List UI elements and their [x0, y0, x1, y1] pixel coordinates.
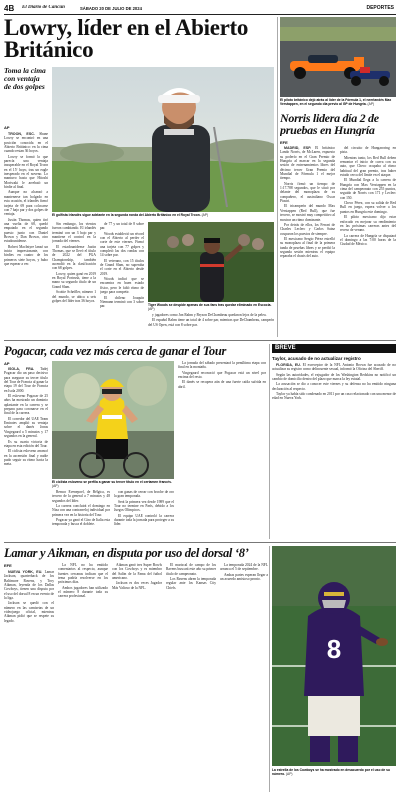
paragraph: Tadej Pogacar dio un paso decisivo para asegurar su tercer título del Tour de Francia al ganar la etapa 19 del Tour de Francia en Isola 2000.: [4, 367, 48, 393]
paragraph: Remco Evenepoel, de Bélgica, es tercero de la general a 7 minutos y 48 segundos del líder.: [52, 490, 110, 503]
paragraph: La acusación se dio a conocer este viernes y su defensa no ha emitido ninguna declaración al respecto.: [272, 382, 396, 391]
paragraph: Jackson se quedó con el número en las camisetas de un videojuego oficial, mientras Aikman pidió que se respete su legado.: [4, 601, 54, 623]
section-divider: [4, 542, 396, 543]
pogacar-photo: [52, 361, 174, 479]
paragraph: Scottie Scheffler, número 1 del mundo, se ubica a seis golpes del líder tras 36 hoyos.: [52, 290, 96, 303]
story4-column-2: [58, 563, 108, 792]
paragraph: Robert MacIntyre lanzó un inicio impresionante, con birdies en cuatro de los primeros siete hoyos, y hubo que esperar a ver.: [4, 244, 48, 266]
paragraph: Norris firmó un tiempo de 1:17.788 segundos, que le situó por delante del monoplaza de su compañero, el australiano Oscar Piastri.: [280, 181, 335, 204]
paragraph: Aunque no alcanzó a mantenerse tan holgado en esta ocasión, el irlandés firmó tarjeta de 69 para colocarse con 7 bajo par y dos golpes de ventaja.: [4, 190, 48, 217]
brief-dateline: FLORIDA, EU.: [276, 363, 301, 367]
paragraph: Woods estableció un récord con el Abierto al perder el corte de este viernes. Firmó una tarjeta con 77 golpes y completó las dos rondas con 14 sobre par.: [100, 231, 144, 258]
story3-column-3: [114, 490, 174, 537]
paragraph: El estadounidense Justin Thomas, que se llevó el título de 2022 del PGA Championship, también ascendió en la clasificación con 68 golpes.: [52, 244, 96, 271]
paragraph: Será la primera vez desde 1989 que el Tour no termine en París, debido a los Juegos Olímpicos.: [114, 499, 174, 513]
lamar-photo-caption: La estrella de los Cowboys se ha mostrado en desacuerdo por el uso de su número. (AP): [272, 768, 390, 776]
paragraph: Según las autoridades, el exjugador de los Washington Redskins no notificó un cambio de domicilio dentro del plazo que marca la ley estatal.: [272, 372, 396, 382]
paragraph: El piloto mexicano dijo estar enfocado en mejorar su rendimiento en las próximas carreras antes del receso de verano.: [340, 215, 396, 233]
paragraph: El chileno Joaquín Niemann terminó con 3 sobre par.: [100, 295, 144, 309]
story1-column-2: [52, 222, 96, 337]
paragraph: Woods indicó que se encuentra en buen estado físico, pero le faltó ritmo de juego para competir.: [100, 277, 144, 295]
paragraph: Mientras tanto, los Red Bull deben remontar el inicio de curva con su auto, que Checo ocupaba al ritmo habitual del gran premio, tras haber estado cerca del límite en el ataque.: [340, 155, 396, 178]
story4-byline: EFE: [4, 563, 12, 568]
woods-photo: [148, 222, 274, 302]
issue-date: SÁBADO 20 DE JULIO DE 2024: [80, 5, 142, 11]
paragraph: El equipo UAE controló la carrera durante toda la jornada para proteger a su líder.: [114, 513, 174, 527]
paragraph: Pogacar ya ganó el Giro de Italia esta temporada y busca el doblete.: [52, 518, 110, 527]
column-divider: [269, 546, 270, 792]
woods-photo-caption: Tiger Woods se despide apenas de sus fans tras quedar eliminado en Escocia. (AP): [148, 303, 272, 311]
norris-photo-caption: El piloto británico dejó atrás al líder de la Fórmula 1, el neerlandés Max Verstappen, en el segundo día previo al GP de Hungría. (AP): [280, 98, 392, 106]
paragraph: Checo Pérez, con su salida de Red Bull en juego, espera volver a los puntos en Hungría este domingo.: [340, 201, 396, 214]
svg-text:8: 8: [326, 634, 342, 664]
section-divider: [4, 340, 396, 341]
paragraph: El mexicano Sergio Pérez estrelló su monoplaza al final de la primera tanda de pruebas libres y se perdió la segunda sesión mientras el equipo reparaba el chasis del auto.: [280, 236, 335, 259]
story2-byline: EFE: [280, 140, 288, 145]
story4-dateline: NUEVA YORK, EU.: [8, 570, 43, 574]
story3-byline: AP: [4, 361, 10, 366]
paragraph: El ciclista esloveno arrancó en la ascensión final y nadie pudo seguir su ritmo hacia la meta.: [4, 449, 48, 467]
story1-headline: Lowry, líder en el Abierto Británico: [4, 17, 249, 61]
paragraph: y jugadores como Jon Rahm y Bryson DeChambeau quedaron lejos de la pelea.: [152, 313, 267, 317]
paragraph: La jornada del sábado presentará la penúltima etapa con final en la montaña.: [178, 361, 266, 370]
paragraph: El español Rahm tiene un total de 4 sobre par, mientras que DeChambeau, campeón del US Open, está con 8 sobre par.: [148, 318, 274, 327]
story3-headline: Pogacar, cada vez más cerca de ganar el Tour: [4, 344, 227, 358]
paragraph: El danés se recupera aún de una fuerte caída sufrida en abril.: [178, 380, 266, 389]
paragraph: Taylor ya había sido condenado en 2011 por un caso relacionado con una menor de edad en Nueva York.: [272, 392, 396, 401]
story4-column-4: [166, 563, 216, 792]
paragraph: Vingegaard reconoció que Pogacar está un nivel por encima del resto.: [178, 370, 266, 380]
story1-deck: Toma la cima con ventaja de dos golpes: [4, 67, 46, 91]
story1-column-3: [100, 222, 144, 337]
story4-headline: Lamar y Aikman, en disputa por uso del dorsal ‘8’: [4, 546, 249, 560]
brief-headline: Taylor, acusado de no actualizar registro: [272, 356, 361, 361]
paragraph: La NFL no ha emitido comentarios al respecto, aunque fuentes cercanas indican que el tema podría resolverse en los próximos días.: [58, 563, 108, 585]
paragraph: La temporada 2024 de la NFL arranca el 5 de septiembre.: [220, 563, 268, 572]
story3-column-1: [4, 367, 48, 537]
paragraph: con ganas de cerrar con broche de oro la gran temporada.: [114, 490, 174, 499]
story3-column-4: [178, 361, 266, 537]
paragraph: Lowry se formó lo que parecía una ventaja insuperable en el Royal Troon en el 15º hoyo, tras un eagle inesperado en el noveno. Lo mantuvo hasta que Hitoshi Moriwaki le arrebató un birdie al final.: [4, 154, 48, 190]
story4-column-1: [4, 570, 54, 792]
section-name: DEPORTES: [366, 5, 394, 11]
brief-label: BREVE: [272, 344, 396, 353]
paragraph: Lamar Jackson, quarterback de los Baltimore Ravens, y Troy Aikman, leyenda de los Dallas Cowboys, tienen una disputa por el uso del dorsal 8 en un evento de la liga.: [4, 570, 54, 601]
paragraph: El tricampeón del mundo Max Verstappen (Red Bull), que fue tercero, se mostró muy competitivo al mostrar un ritmo dominante.: [280, 204, 335, 222]
paragraph: Ambas partes esperan llegar a un acuerdo amistoso pronto.: [220, 572, 268, 582]
lowry-photo: [52, 67, 274, 212]
paragraph: Sin embargo, los vientos fueron cambiando. El irlandés terminó con un 3 bajo par y mantiene el control en la jornada del viernes.: [52, 222, 96, 244]
story1-byline: AP: [4, 125, 10, 130]
story2-column-2: [340, 146, 396, 336]
lowry-photo-caption: El golfista irlandés sigue adelante en la segunda ronda del Abierto Británico en el Royal Troon. (AP): [52, 213, 209, 217]
paragraph: El exreceptor de la NFL Antonio Brown fue acusado de no actualizar su registro como delincuente sexual, informó la Oficina del Sheriff.: [272, 363, 396, 372]
story1-column-4: [148, 313, 274, 337]
story2-column-1: [280, 146, 335, 336]
paragraph: El mariscal de campo de los Ravens buscará este año su primer título de campeonato.: [166, 563, 216, 576]
paragraph: El Mundial llega a la carrera de Hungría con Max Verstappen en la cima del campeonato con 255 puntos, seguido de Norris con 171 y Leclerc con 150.: [340, 178, 396, 200]
masthead-rule: [4, 14, 396, 15]
norris-photo: [280, 17, 396, 97]
story2-dateline: MADRID, ESP.: [284, 146, 312, 150]
paragraph: Aikman ganó tres Super Bowls con los Cowboys y es miembro del Salón de la Fama del futbol americano.: [112, 563, 162, 581]
paragraph: El esloveno Pogacar de 25 años ha mostrado un dominio aplastante en la carrera y se prepara para coronarse en el final de la carrera.: [4, 394, 48, 416]
story2-headline: Norris lidera día 2 de pruebas en Hungría: [280, 112, 379, 136]
story3-column-2: [52, 490, 110, 537]
paragraph: de 77 y un total de 8 sobre par.: [100, 222, 144, 231]
paragraph: Jackson es dos veces Jugador Más Valioso de la NFL.: [112, 581, 162, 590]
story3-dateline: ISOLA, FRA.: [8, 367, 35, 371]
paragraph: del circuito de Hungaroring en pista.: [340, 146, 396, 155]
column-divider: [277, 17, 278, 337]
brief-body: [272, 363, 396, 539]
paragraph: El corredor del UAE Team Emirates amplió su ventaja sobre el danés Jonas Vingegaard a 5 minutos y 17 segundos en la general.: [4, 416, 48, 439]
paragraph: La carrera concluirá el domingo en Niza con una contrarreloj individual por primera vez en la historia del Tour.: [52, 504, 110, 517]
paragraph: La carrera de Hungría se disputará el domingo a las 7:00 horas de la Ciudad de México.: [340, 233, 396, 247]
paragraph: El británico Lando Norris, de McLaren, expuesto su poderío en el Gran Premio de Hungría al marcar en la segunda sesión de entrenamientos libres del décimo tercer Gran Premio del Mundial de Fórmula 1 el mejor tiempo.: [280, 146, 335, 181]
paragraph: Es su cuarta victoria de etapa en esta edición del Tour.: [4, 439, 48, 448]
paragraph: Los Ravens abren la temporada regular ante los Kansas City Chiefs.: [166, 577, 216, 590]
paragraph: Shane Lowry se encontró en una posición conocida en el Abierto Británico: en la cima cuando restan 36 hoyos.: [4, 132, 48, 154]
story1-column-1: [4, 132, 48, 337]
paragraph: El veterano, con 15 títulos de Grand Slam, no superaba el corte en el Abierto desde 2019.: [100, 258, 144, 276]
story1-dateline: TROON, ESC.: [8, 132, 35, 136]
lamar-photo: [272, 546, 396, 766]
paper-name: El Diario de Cancún: [22, 5, 65, 10]
paragraph: Lowry, quien ganó en 2019 en Royal Portrush, tiene a la mano su segundo título de un Grand Slam.: [52, 271, 96, 289]
paragraph: Por detrás de ellos, los Ferrari de Charles Leclerc y Carlos Sainz ocuparon los puestos de siempre.: [280, 222, 335, 236]
paragraph: Justin Thomas, quien tiró una vuelta de 68, quedó empatado en el segundo puesto junto con Daniel Brown y Dan Brown, otro estadounidense.: [4, 217, 48, 244]
pogacar-photo-caption: El ciclista esloveno se perfila a ganar su tercer título en el certamen francés. (AP): [52, 480, 172, 488]
story4-column-3: [112, 563, 162, 792]
column-divider: [269, 344, 270, 539]
story4-column-5: [220, 563, 268, 792]
paragraph: Ambos jugadores han utilizado el número 8 durante toda su carrera profesional.: [58, 585, 108, 599]
page-number: 4B: [4, 4, 15, 13]
